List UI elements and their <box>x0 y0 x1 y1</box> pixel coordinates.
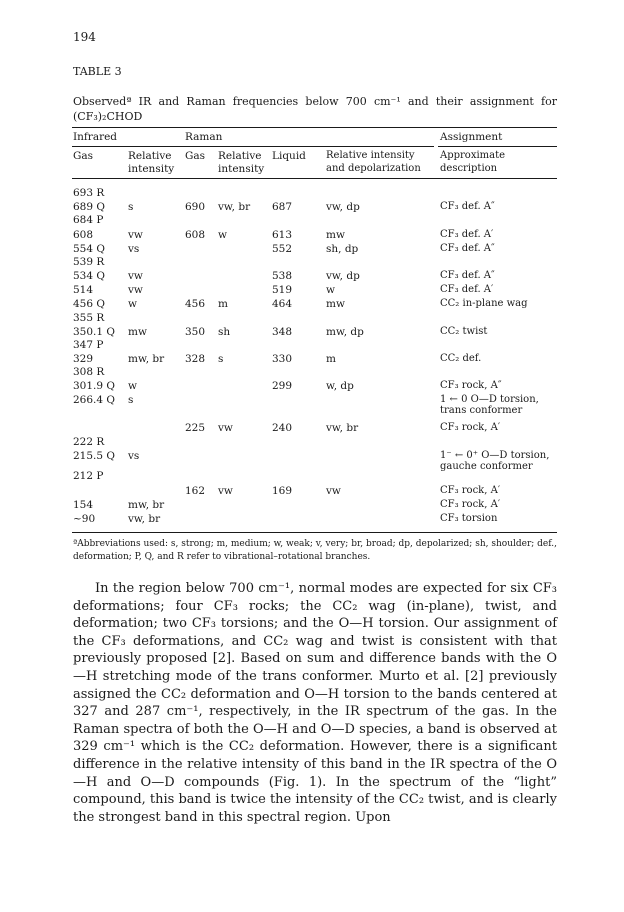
cell-liquid: 330 <box>272 353 293 365</box>
cell-ir-gas: 689 Q <box>73 201 105 213</box>
cell-assignment: CF₃ rock, A′ <box>440 422 501 433</box>
col-raman-gas: Gas <box>185 150 206 162</box>
cell-liquid-rel: m <box>326 353 336 365</box>
col-raman-ri-1: Relative intensity <box>326 150 415 161</box>
cell-ir-gas: 539 R <box>73 256 105 268</box>
cell-assignment: CC₂ in-plane wag <box>440 298 528 309</box>
col-raman-rel-1: Relative <box>218 150 262 162</box>
cell-ir-gas: 684 P <box>73 214 104 226</box>
cell-ir-rel: w <box>128 380 137 392</box>
cell-liquid-rel: w, dp <box>326 380 354 392</box>
cell-ir-rel: s <box>128 394 134 406</box>
cell-ir-gas: 554 Q <box>73 243 105 255</box>
cell-ir-gas: 308 R <box>73 366 105 378</box>
table-bottom-rule <box>72 532 557 533</box>
cell-assignment: 1⁻ ← 0⁺ O—D torsion, gauche conformer <box>440 450 550 472</box>
cell-assignment: CF₃ def. A′ <box>440 284 494 295</box>
cell-ir-gas: ~90 <box>73 513 96 525</box>
cell-ir-rel: vw, br <box>128 513 161 525</box>
cell-assignment: CC₂ twist <box>440 326 488 337</box>
cell-assignment: CC₂ def. <box>440 353 482 364</box>
cell-raman-rel: s <box>218 353 224 365</box>
cell-ir-gas: 456 Q <box>73 298 105 310</box>
header-assign-rule <box>438 146 557 147</box>
cell-assignment: 1 ← 0 O—D torsion, trans conformer <box>440 394 539 416</box>
cell-assignment: CF₃ def. A″ <box>440 270 495 281</box>
cell-ir-gas: 534 Q <box>73 270 105 282</box>
body-text <box>73 580 557 826</box>
cell-liquid: 519 <box>272 284 293 296</box>
cell-liquid-rel: mw, dp <box>326 326 364 338</box>
cell-raman-gas: 225 <box>185 422 206 434</box>
cell-liquid: 240 <box>272 422 293 434</box>
col-ir-gas: Gas <box>73 150 94 162</box>
body-paragraph: In the region below 700 cm⁻¹, normal modes are expected for six CF₃ deformations; four CF₃ rocks; the CC₂ wag (in-plane), twist, and deformation; two CF₃ torsions; and the O—H torsion. Our assignment of the CF₃ deformations, and CC₂ wag and twist is consistent with that previously proposed [2]. Based on sum and difference bands with the O—H stretching mode of the trans conformer. Murto et al. [2] previously assigned the CC₂ deformation and O—H torsion to the bands centered at 327 and 287 cm⁻¹, respectively, in the IR spectrum of the gas. In the Raman spectra of both the O—H and O—D species, a band is observed at 329 cm⁻¹ which is the CC₂ deformation. However, there is a significant difference in the relative intensity of this band in the IR spectra of the O—H and O—D compounds (Fig. 1). In the spectrum of the “light” compound, this band is twice the intensity of the CC₂ twist, and is clearly the strongest band in this spectral region. Upon <box>73 581 557 825</box>
cell-ir-gas: 355 R <box>73 312 105 324</box>
col-raman-liquid: Liquid <box>272 150 306 162</box>
cell-assignment: CF₃ torsion <box>440 513 498 524</box>
cell-liquid: 299 <box>272 380 293 392</box>
cell-liquid-rel: w <box>326 284 335 296</box>
cell-ir-gas: 212 P <box>73 470 104 482</box>
cell-liquid: 552 <box>272 243 293 255</box>
cell-liquid-rel: mw <box>326 298 345 310</box>
cell-raman-rel: vw <box>218 422 233 434</box>
cell-raman-gas: 162 <box>185 485 206 497</box>
cell-assignment: CF₃ rock, A″ <box>440 380 502 391</box>
cell-liquid: 613 <box>272 229 293 241</box>
cell-raman-gas: 456 <box>185 298 206 310</box>
cell-raman-rel: sh <box>218 326 231 338</box>
cell-ir-rel: s <box>128 201 134 213</box>
cell-ir-rel: mw, br <box>128 353 165 365</box>
col-assign-2: description <box>440 163 498 174</box>
cell-raman-rel: vw, br <box>218 201 251 213</box>
cell-assignment: CF₃ rock, A′ <box>440 499 501 510</box>
header-raman: Raman <box>185 131 223 143</box>
cell-ir-gas: 514 <box>73 284 94 296</box>
cell-assignment: CF₃ def. A″ <box>440 201 495 212</box>
cell-liquid: 538 <box>272 270 293 282</box>
col-ir-rel-2: intensity <box>128 163 175 175</box>
cell-ir-gas: 350.1 Q <box>73 326 116 338</box>
cell-ir-rel: w <box>128 298 137 310</box>
cell-liquid: 348 <box>272 326 293 338</box>
col-raman-rel-2: intensity <box>218 163 265 175</box>
cell-liquid: 169 <box>272 485 293 497</box>
cell-liquid-rel: sh, dp <box>326 243 359 255</box>
header-group-rule <box>72 146 434 147</box>
cell-raman-rel: m <box>218 298 228 310</box>
cell-liquid-rel: vw, br <box>326 422 359 434</box>
cell-liquid-rel: vw, dp <box>326 201 360 213</box>
cell-ir-gas: 347 P <box>73 339 104 351</box>
cell-liquid: 464 <box>272 298 293 310</box>
cell-assignment: CF₃ def. A′ <box>440 229 494 240</box>
cell-raman-rel: w <box>218 229 227 241</box>
cell-ir-rel: mw, br <box>128 499 165 511</box>
col-raman-ri-2: and depolarization <box>326 163 421 174</box>
cell-ir-gas: 693 R <box>73 187 105 199</box>
col-ir-rel-1: Relative <box>128 150 172 162</box>
cell-ir-gas: 266.4 Q <box>73 394 116 406</box>
header-assignment: Assignment <box>440 131 503 143</box>
cell-assignment: CF₃ rock, A′ <box>440 485 501 496</box>
page-number: 194 <box>73 30 96 44</box>
table-top-rule <box>72 127 557 128</box>
col-assign-1: Approximate <box>440 150 506 161</box>
cell-ir-rel: vw <box>128 270 143 282</box>
cell-ir-gas: 154 <box>73 499 94 511</box>
cell-ir-gas: 329 <box>73 353 94 365</box>
cell-raman-rel: vw <box>218 485 233 497</box>
table-label: TABLE 3 <box>73 65 122 78</box>
cell-ir-rel: vs <box>128 450 140 462</box>
cell-raman-gas: 328 <box>185 353 206 365</box>
cell-ir-rel: vw <box>128 229 143 241</box>
header-bottom-rule <box>72 178 557 179</box>
cell-ir-gas: 608 <box>73 229 94 241</box>
cell-ir-rel: vw <box>128 284 143 296</box>
cell-ir-rel: vs <box>128 243 140 255</box>
cell-ir-gas: 215.5 Q <box>73 450 116 462</box>
cell-ir-rel: mw <box>128 326 147 338</box>
header-infrared: Infrared <box>73 131 118 143</box>
cell-liquid-rel: mw <box>326 229 345 241</box>
table-caption: Observedª IR and Raman frequencies below 700 cm⁻¹ and their assignment for (CF₃)₂CHOD <box>73 95 557 123</box>
cell-ir-gas: 301.9 Q <box>73 380 116 392</box>
cell-liquid: 687 <box>272 201 293 213</box>
cell-liquid-rel: vw, dp <box>326 270 360 282</box>
cell-raman-gas: 350 <box>185 326 206 338</box>
cell-assignment: CF₃ def. A″ <box>440 243 495 254</box>
cell-raman-gas: 608 <box>185 229 206 241</box>
table-footnote: ªAbbreviations used: s, strong; m, medium; w, weak; v, very; br, broad; dp, depolarized; sh, shoulder; def., deformation; P, Q, and R refer to vibrational–rotational branches. <box>73 539 557 562</box>
cell-liquid-rel: vw <box>326 485 341 497</box>
cell-raman-gas: 690 <box>185 201 206 213</box>
cell-ir-gas: 222 R <box>73 436 105 448</box>
